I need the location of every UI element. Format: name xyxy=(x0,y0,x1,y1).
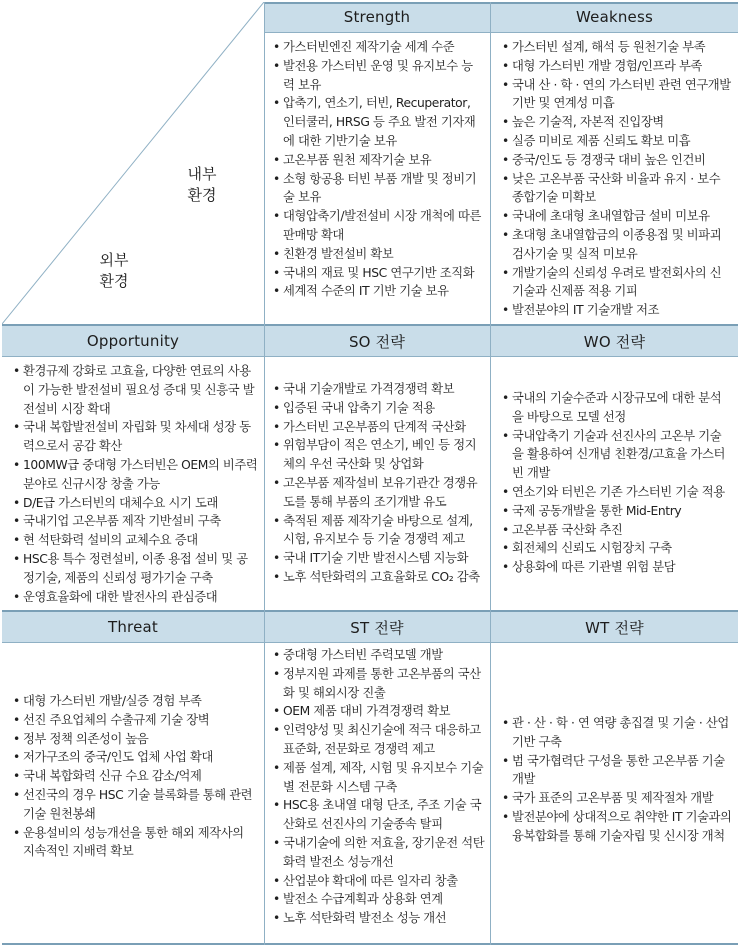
opportunity-top-border xyxy=(2,324,738,326)
wo-strategy-item: • 연소기와 터빈은 기존 가스터빈 기술 적용 xyxy=(501,483,732,502)
so-strategy-item: • 가스터빈 고온부품의 단계적 국산화 xyxy=(272,418,486,437)
column-divider-1 xyxy=(264,2,265,945)
opportunity-item: • 환경규제 강화로 고효율, 다양한 연료의 사용이 가능한 발전설비 필요성 증대 및 신흥국 발전설비 시장 확대 xyxy=(12,362,258,418)
st-strategy-header: ST 전략 xyxy=(264,612,490,642)
wo-strategy-header: WO 전략 xyxy=(491,326,738,356)
threat-item: • 정부 정책 의존성이 높음 xyxy=(12,730,258,749)
opportunity-header: Opportunity xyxy=(2,326,264,356)
column-divider-2 xyxy=(490,2,491,945)
so-strategy-header: SO 전략 xyxy=(264,326,490,356)
st-strategy-item: • 발전소 수급계획과 상용화 연계 xyxy=(272,890,486,909)
weakness-item: • 가스터빈 설계, 해석 등 원천기술 부족 xyxy=(501,38,732,57)
threat-item: • 대형 가스터빈 개발/실증 경험 부족 xyxy=(12,692,258,711)
header-divider xyxy=(264,32,738,33)
threat-item: • 선진 주요업체의 수출규제 기술 장벽 xyxy=(12,711,258,730)
strength-cell xyxy=(264,32,490,324)
weakness-item: • 높은 기술적, 자본적 진입장벽 xyxy=(501,113,732,132)
external-environment-label: 외부 환경 xyxy=(99,251,129,290)
so-strategy-item: • 위험부담이 적은 연소기, 베인 등 정지체의 우선 국산화 및 상업화 xyxy=(272,436,486,474)
opportunity-cell xyxy=(2,356,264,610)
internal-environment-label: 내부 환경 xyxy=(187,165,217,204)
opportunity-item: • 100MW급 중대형 가스터빈은 OEM의 비주력 분야로 신규시장 창출 가능 xyxy=(12,456,258,494)
weakness-item: • 실증 미비로 제품 신뢰도 확보 미흡 xyxy=(501,132,732,151)
strength-item: • 대형압축기/발전설비 시장 개척에 따른 판매망 확대 xyxy=(272,207,484,245)
so-strategy-list xyxy=(272,380,486,587)
weakness-item: • 국내 산 · 학 · 연의 가스터빈 관련 연구개발 기반 및 연계성 미흡 xyxy=(501,76,732,114)
bottom-border xyxy=(2,943,738,945)
so-strategy-item: • 입증된 국내 압축기 기술 적용 xyxy=(272,399,486,418)
top-border xyxy=(264,2,738,4)
strength-item: • 발전용 가스터빈 운영 및 유지보수 능력 보유 xyxy=(272,57,484,95)
wt-strategy-item: • 범 국가협력단 구성을 통한 고온부품 기술개발 xyxy=(501,752,732,790)
wt-strategy-item: • 국가 표준의 고온부품 및 제작절차 개발 xyxy=(501,789,732,808)
st-strategy-item: • 국내기술에 의한 저효율, 장기운전 석탄화력 발전소 성능개선 xyxy=(272,834,486,872)
threat-header-divider xyxy=(2,642,738,643)
threat-item: • 운용설비의 성능개선을 통한 해외 제작사의 지속적인 지배력 확보 xyxy=(12,824,258,862)
wo-strategy-item: • 국내의 기술수준과 시장규모에 대한 분석을 바탕으로 모델 선정 xyxy=(501,389,732,427)
wt-strategy-cell xyxy=(491,642,738,945)
corner-cell xyxy=(2,2,264,324)
wt-strategy-header: WT 전략 xyxy=(491,612,738,642)
wt-strategy-item: • 발전분야에 상대적으로 취약한 IT 기술과의 융복합화를 통해 기술자립 및 신시장 개척 xyxy=(501,808,732,846)
strength-item: • 국내의 재료 및 HSC 연구기반 조직화 xyxy=(272,264,484,283)
wo-strategy-cell xyxy=(491,356,738,610)
strength-item: • 가스터빈엔진 제작기술 세계 수준 xyxy=(272,38,484,57)
swot-matrix xyxy=(2,2,738,945)
weakness-header: Weakness xyxy=(491,2,738,32)
strength-item: • 고온부품 원천 제작기술 보유 xyxy=(272,151,484,170)
st-strategy-item: • 중대형 가스터빈 주력모델 개발 xyxy=(272,646,486,665)
opportunity-header-divider xyxy=(2,356,738,357)
so-strategy-cell xyxy=(264,356,490,610)
threat-header: Threat xyxy=(2,612,264,642)
st-strategy-item: • OEM 제품 대비 가격경쟁력 확보 xyxy=(272,702,486,721)
opportunity-item: • 운영효율화에 대한 발전사의 관심증대 xyxy=(12,588,258,607)
st-strategy-item: • HSC용 초내열 대형 단조, 주조 기술 국산화로 선진사의 기술종속 탈피 xyxy=(272,796,486,834)
so-strategy-item: • 국내 IT기술 기반 발전시스템 지능화 xyxy=(272,549,486,568)
strength-item: • 세계적 수준의 IT 기반 기술 보유 xyxy=(272,282,484,301)
opportunity-item: • D/E급 가스터빈의 대체수요 시기 도래 xyxy=(12,494,258,513)
weakness-item: • 발전분야의 IT 기술개발 저조 xyxy=(501,301,732,320)
so-strategy-item: • 국내 기술개발로 가격경쟁력 확보 xyxy=(272,380,486,399)
st-strategy-item: • 제품 설계, 제작, 시험 및 유지보수 기술별 전문화 시스템 구축 xyxy=(272,759,486,797)
weakness-list xyxy=(501,38,732,320)
st-strategy-cell xyxy=(264,642,490,945)
opportunity-item: • 국내 복합발전설비 자립화 및 차세대 성장 동력으로서 공감 확산 xyxy=(12,418,258,456)
strength-item: • 소형 항공용 터빈 부품 개발 및 정비기술 보유 xyxy=(272,170,484,208)
threat-list xyxy=(12,692,258,861)
weakness-item: • 낮은 고온부품 국산화 비율과 유지 · 보수 종합기술 미확보 xyxy=(501,170,732,208)
wo-strategy-item: • 상용화에 따른 기관별 위험 분담 xyxy=(501,558,732,577)
wo-strategy-list xyxy=(501,389,732,577)
threat-item: • 선진국의 경우 HSC 기술 블록화를 통해 관련 기술 원천봉쇄 xyxy=(12,786,258,824)
wo-strategy-item: • 국제 공동개발을 통한 Mid-Entry xyxy=(501,502,732,521)
opportunity-item: • HSC용 특수 정련설비, 이종 용접 설비 및 공정기술, 제품의 신뢰성 평가기술 구축 xyxy=(12,550,258,588)
strength-item: • 친환경 발전설비 확보 xyxy=(272,245,484,264)
st-strategy-list xyxy=(272,646,486,928)
threat-item: • 저가구조의 중국/인도 업체 사업 확대 xyxy=(12,748,258,767)
opportunity-item: • 현 석탄화력 설비의 교체수요 증대 xyxy=(12,531,258,550)
weakness-item: • 국내에 초대형 초내열합금 설비 미보유 xyxy=(501,207,732,226)
st-strategy-item: • 정부지원 과제를 통한 고온부품의 국산화 및 해외시장 진출 xyxy=(272,665,486,703)
opportunity-list xyxy=(12,362,258,606)
strength-header: Strength xyxy=(264,2,490,32)
st-strategy-item: • 노후 석탄화력 발전소 성능 개선 xyxy=(272,909,486,928)
wo-strategy-item: • 고온부품 국산화 추진 xyxy=(501,521,732,540)
weakness-item: • 초대형 초내열합금의 이종용접 및 비파괴 검사기술 및 실적 미보유 xyxy=(501,226,732,264)
strength-item: • 압축기, 연소기, 터빈, Recuperator, 인터쿨러, HRSG 등 주요 발전 기자재에 대한 기반기술 보유 xyxy=(272,94,484,150)
weakness-item: • 중국/인도 등 경쟁국 대비 높은 인건비 xyxy=(501,151,732,170)
weakness-item: • 대형 가스터빈 개발 경험/인프라 부족 xyxy=(501,57,732,76)
strength-list xyxy=(272,38,484,301)
st-strategy-item: • 인력양성 및 최신기술에 적극 대응하고 표준화, 전문화로 경쟁력 제고 xyxy=(272,721,486,759)
so-strategy-item: • 노후 석탄화력의 고효율화로 CO₂ 감축 xyxy=(272,568,486,587)
wo-strategy-item: • 국내압축기 기술과 선진사의 고온부 기술을 활용하여 신개념 친환경/고효율 가스터빈 개발 xyxy=(501,427,732,483)
threat-item: • 국내 복합화력 신규 수요 감소/억제 xyxy=(12,767,258,786)
so-strategy-item: • 고온부품 제작설비 보유기관간 경쟁유도를 통해 부품의 조기개발 유도 xyxy=(272,474,486,512)
threat-top-border xyxy=(2,610,738,612)
opportunity-item: • 국내기업 고온부품 제작 기반설비 구축 xyxy=(12,512,258,531)
weakness-cell xyxy=(491,32,738,324)
st-strategy-item: • 산업분야 확대에 따른 일자리 창출 xyxy=(272,872,486,891)
wo-strategy-item: • 회전체의 신뢰도 시험장치 구축 xyxy=(501,539,732,558)
so-strategy-item: • 축적된 제품 제작기술 바탕으로 설계, 시험, 유지보수 등 기술 경쟁력 제고 xyxy=(272,512,486,550)
wt-strategy-list xyxy=(501,714,732,846)
threat-cell xyxy=(2,642,264,945)
wt-strategy-item: • 관 · 산 · 학 · 연 역량 총집결 및 기술 · 산업 기반 구축 xyxy=(501,714,732,752)
weakness-item: • 개발기술의 신뢰성 우려로 발전회사의 신기술과 신제품 적용 기피 xyxy=(501,264,732,302)
